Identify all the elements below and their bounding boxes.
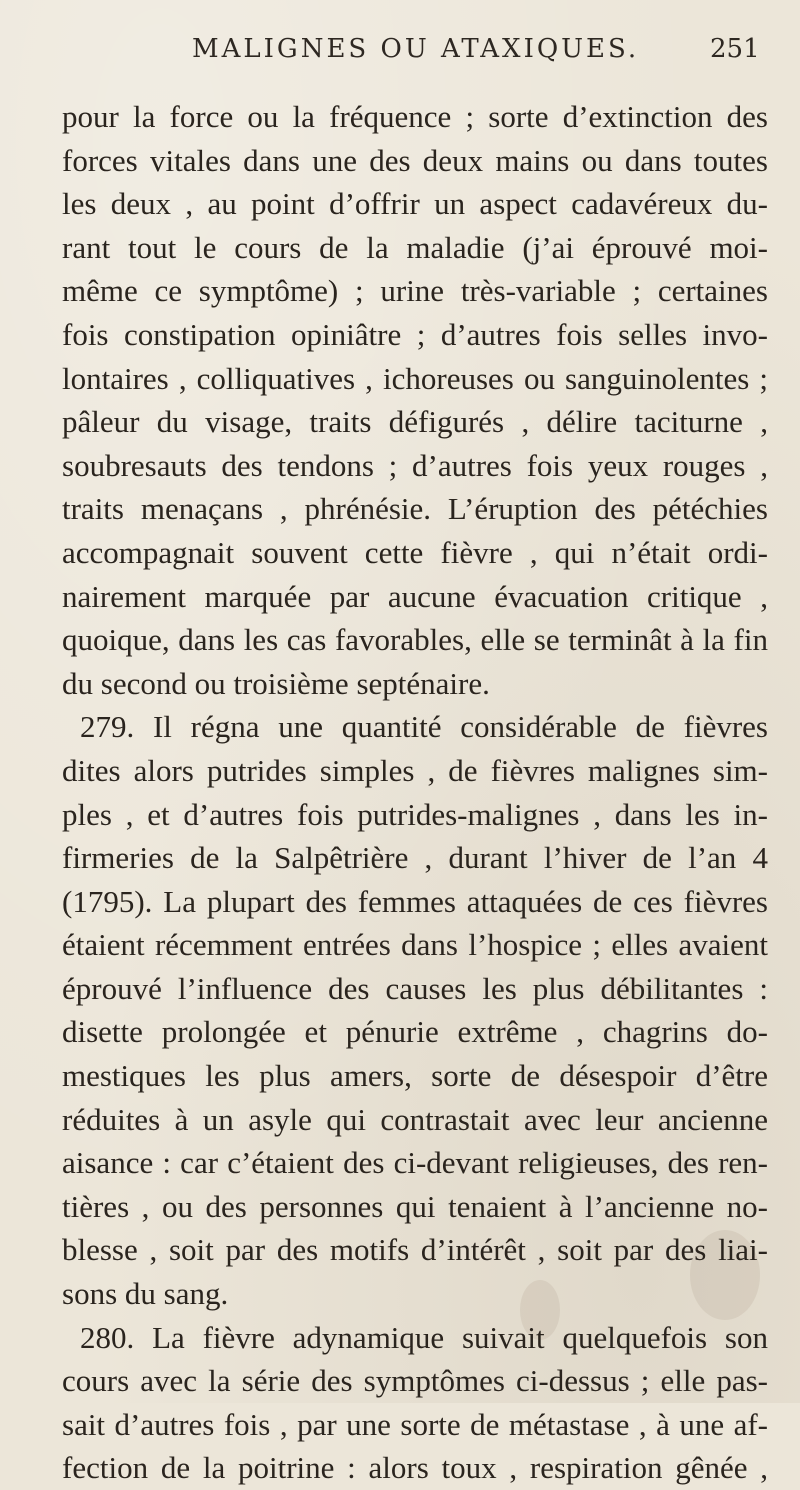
text-line: étaient récemment entrées dans l’hospice ; elles avaient xyxy=(62,927,768,963)
text-line: aisance : car c’étaient des ci-devant religieuses, des ren- xyxy=(62,1145,768,1181)
page-header xyxy=(0,30,800,70)
text-line: lontaires , colliquatives , ichoreuses ou sanguinolentes ; xyxy=(62,360,768,396)
text-line: les deux , au point d’offrir un aspect cadavéreux du- xyxy=(62,186,768,222)
text-line: disette prolongée et pénurie extrême , chagrins do- xyxy=(62,1014,768,1050)
text-line: soubresauts des tendons ; d’autres fois yeux rouges , xyxy=(62,447,768,483)
text-line: quoique, dans les cas favorables, elle se terminât à la fin xyxy=(62,622,768,658)
page-number: 251 xyxy=(710,34,760,64)
body-text xyxy=(62,95,768,1490)
text-line: forces vitales dans une des deux mains ou dans toutes xyxy=(62,142,768,178)
text-line: dites alors putrides simples , de fièvres malignes sim- xyxy=(62,752,768,788)
text-line: réduites à un asyle qui contrastait avec leur ancienne xyxy=(62,1101,768,1137)
text-line: ples , et d’autres fois putrides-malignes , dans les in- xyxy=(62,796,768,832)
text-line: accompagnait souvent cette fièvre , qui n’était ordi- xyxy=(62,534,768,570)
running-title: MALIGNES OU ATAXIQUES. xyxy=(192,34,640,64)
text-line: nairement marquée par aucune évacuation critique , xyxy=(62,578,768,614)
text-line: rant tout le cours de la maladie (j’ai éprouvé moi- xyxy=(62,229,768,265)
text-line: sait d’autres fois , par une sorte de métastase , à une af- xyxy=(62,1406,768,1442)
text-line: blesse , soit par des motifs d’intérêt , soit par des liai- xyxy=(62,1232,768,1268)
text-line: pâleur du visage, traits défigurés , délire taciturne , xyxy=(62,404,768,440)
text-line: du second ou troisième septénaire. xyxy=(62,665,490,701)
paragraph-start-279: 279. Il régna une quantité considérable de fièvres xyxy=(80,709,768,745)
text-line: cours avec la série des symptômes ci-dessus ; elle pas- xyxy=(62,1363,768,1399)
text-line: fection de la poitrine : alors toux , respiration gênée , xyxy=(62,1450,768,1486)
text-line: pour la force ou la fréquence ; sorte d’extinction des xyxy=(62,99,768,134)
text-line: éprouvé l’influence des causes les plus débilitantes : xyxy=(62,970,768,1006)
text-line: mestiques les plus amers, sorte de désespoir d’être xyxy=(62,1058,768,1094)
paragraph-start-280: 280. La fièvre adynamique suivait quelquefois son xyxy=(80,1319,768,1355)
text-line: fois constipation opiniâtre ; d’autres fois selles invo- xyxy=(62,316,768,352)
text-line: (1795). La plupart des femmes attaquées de ces fièvres xyxy=(62,883,768,919)
text-line: traits menaçans , phrénésie. L’éruption des pétéchies xyxy=(62,491,768,527)
text-line: même ce symptôme) ; urine très-variable ; certaines xyxy=(62,273,768,309)
text-line: sons du sang. xyxy=(62,1276,229,1312)
text-line: tières , ou des personnes qui tenaient à l’ancienne no- xyxy=(62,1188,768,1224)
text-line: firmeries de la Salpêtrière , durant l’hiver de l’an 4 xyxy=(62,840,768,876)
